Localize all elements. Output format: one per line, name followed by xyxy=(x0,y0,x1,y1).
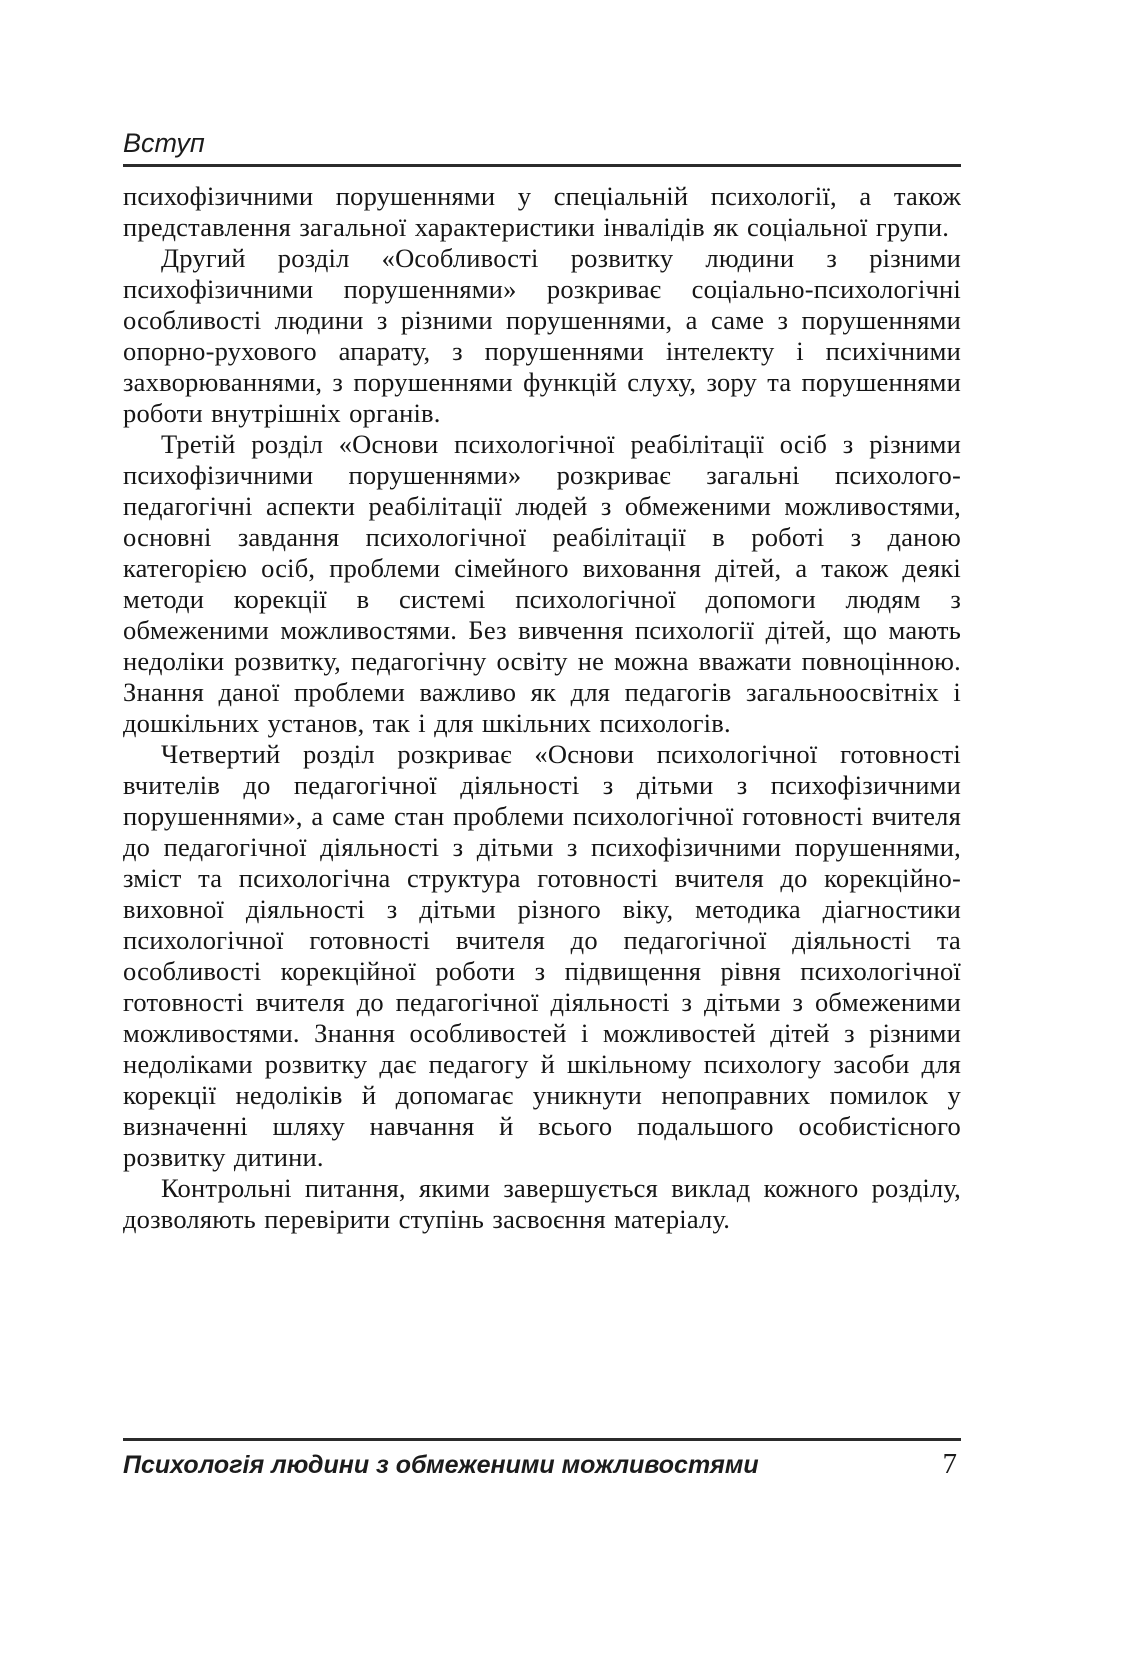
paragraph: Другий розділ «Особливості розвитку людини з різними психофізичними порушеннями» розкриває соціально-психологічні особливості людини з різними порушеннями, а саме з порушеннями опорно-рухового апарату, з порушеннями інтелекту і психічними захворюваннями, з порушеннями функцій слуху, зору та порушеннями роботи внутрішніх органів. xyxy=(123,243,961,428)
footer-rule xyxy=(123,1438,961,1441)
page-number: 7 xyxy=(942,1448,957,1480)
paragraph: Четвертий розділ розкриває «Основи психологічної готовності вчителів до педагогічної діяльності з дітьми з психофізичними порушеннями», а саме стан проблеми психологічної готовності вчителя до педагогічної діяльності з дітьми з психофізичними порушеннями, зміст та психологічна структура готовності вчителя до корекційно-виховної діяльності з дітьми різного віку, методика діагностики психологічної готовності вчителя до педагогічної діяльності та особливості корекційної роботи з підвищення рівня психологічної готовності вчителя до педагогічної діяльності з дітьми з обмеженими можливостями. Знання особливостей і можливостей дітей з різними недоліками розвитку дає педагогу й шкільному психологу засоби для корекції недоліків й допомагає уникнути непоправних помилок у визначенні шляху навчання й всього подальшого особистісного розвитку дитини. xyxy=(123,739,961,1172)
body-text xyxy=(123,181,961,1235)
chapter-title: Вступ xyxy=(123,128,205,158)
header-rule xyxy=(123,164,961,167)
paragraph: психофізичними порушеннями у спеціальній психології, а також представлення загальної характеристики інвалідів як соціальної групи. xyxy=(123,181,961,242)
book-title: Психологія людини з обмеженими можливостями xyxy=(123,1451,759,1479)
paragraph: Третій розділ «Основи психологічної реабілітації осіб з різними психофізичними порушеннями» розкриває загальні психолого-педагогічні аспекти реабілітації людей з обмеженими можливостями, основні завдання психологічної реабілітації в роботі з даною категорією осіб, проблеми сімейного виховання дітей, а також деякі методи корекції в системі психологічної допомоги людям з обмеженими можливостями. Без вивчення психології дітей, що мають недоліки розвитку, педагогічну освіту не можна вважати повноцінною. Знання даної проблеми важливо як для педагогів загальноосвітніх і дошкільних установ, так і для шкільних психологів. xyxy=(123,429,961,738)
page-footer xyxy=(123,1448,961,1481)
paragraph: Контрольні питання, якими завершується виклад кожного розділу, дозволяють перевірити ступінь засвоєння матеріалу. xyxy=(123,1173,961,1234)
